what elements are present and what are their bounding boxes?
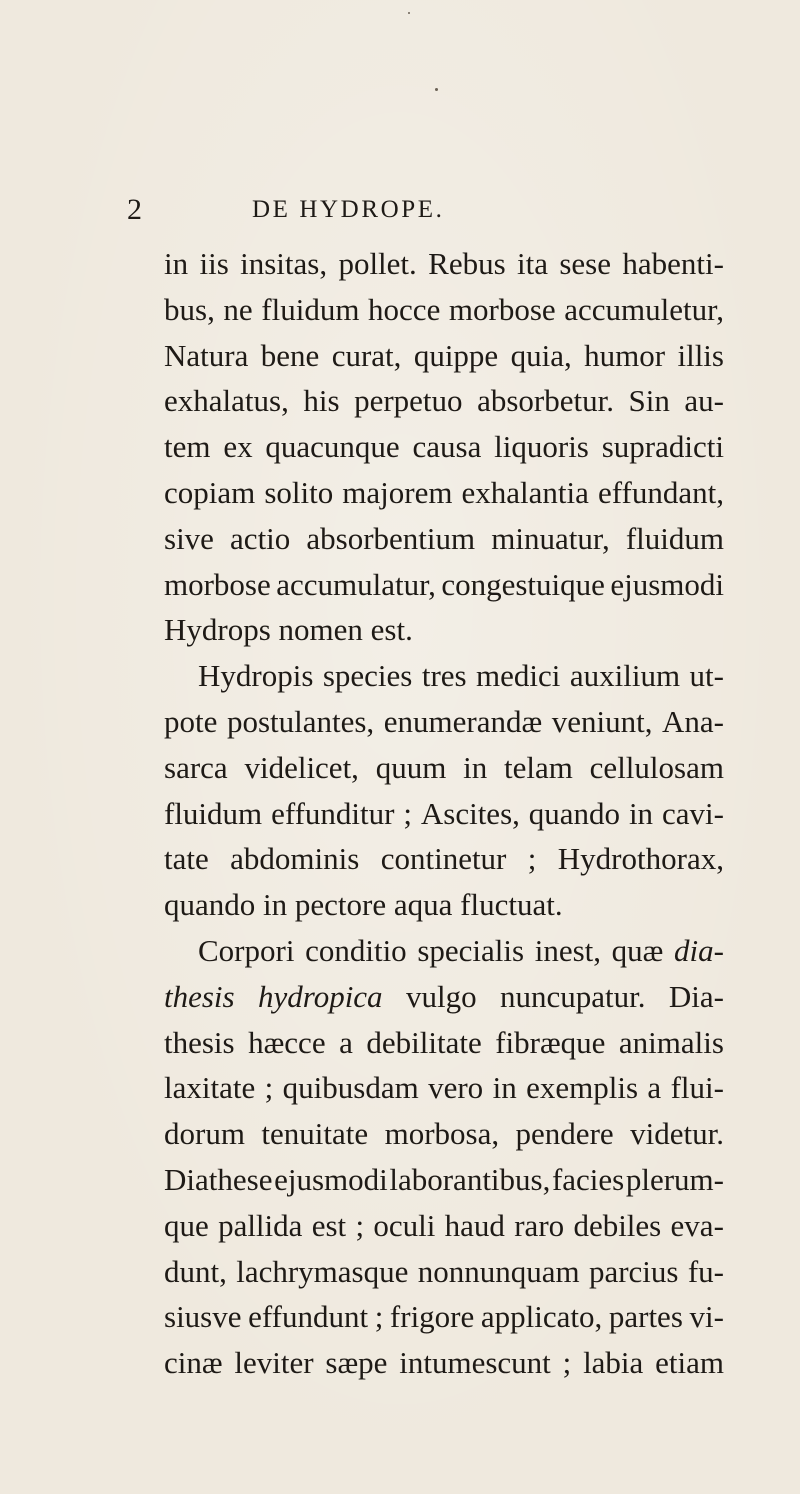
word: laborantibus, bbox=[389, 1161, 551, 1197]
word: inest, bbox=[534, 932, 602, 968]
word: effundant, bbox=[597, 474, 724, 510]
word: laxitate bbox=[164, 1070, 256, 1106]
word: species bbox=[322, 658, 413, 694]
page-header bbox=[0, 190, 800, 230]
text-line bbox=[164, 974, 724, 1020]
word: nuncupatur. bbox=[499, 978, 646, 1014]
word: causa bbox=[412, 429, 482, 465]
word: quum bbox=[375, 749, 447, 785]
word: quando bbox=[528, 795, 621, 831]
word: absorbetur. bbox=[477, 383, 614, 419]
word: bus, bbox=[164, 291, 215, 327]
word: fluidum bbox=[164, 795, 263, 831]
text-line bbox=[164, 699, 724, 745]
word: frigore bbox=[389, 1299, 475, 1335]
word: debiles bbox=[573, 1207, 662, 1243]
word: perpetuo bbox=[354, 383, 463, 419]
text-line bbox=[164, 836, 724, 882]
word: actio bbox=[230, 520, 291, 556]
word: pendere bbox=[515, 1116, 614, 1152]
word: ; bbox=[562, 1345, 572, 1381]
word: his bbox=[303, 383, 340, 419]
word: hæcce bbox=[248, 1024, 326, 1060]
word: in bbox=[492, 1070, 517, 1106]
word: ; bbox=[374, 1299, 384, 1335]
word: conditio bbox=[305, 932, 407, 968]
word: bene bbox=[260, 337, 320, 373]
word: tem bbox=[164, 429, 211, 465]
word: fluidum bbox=[261, 291, 360, 327]
word: tenuitate bbox=[261, 1116, 369, 1152]
text-line bbox=[164, 1065, 724, 1111]
text-line bbox=[164, 1340, 724, 1386]
word: quacunque bbox=[265, 429, 400, 465]
word: ita bbox=[516, 246, 548, 281]
text-line bbox=[164, 745, 724, 791]
text-line bbox=[164, 378, 724, 424]
word: ejusmodi bbox=[274, 1161, 388, 1197]
word: tres bbox=[421, 658, 467, 694]
text-line bbox=[164, 607, 724, 653]
word: supradicti bbox=[601, 429, 724, 465]
word: ; bbox=[355, 1207, 365, 1243]
word: est bbox=[311, 1207, 347, 1243]
text-line bbox=[164, 653, 724, 699]
word: est. bbox=[370, 612, 413, 648]
word: ejusmodi bbox=[610, 566, 724, 602]
word: abdominis bbox=[230, 841, 360, 877]
word: vulgo bbox=[405, 978, 477, 1014]
word: pectore bbox=[294, 887, 394, 923]
text-line bbox=[164, 928, 724, 974]
word: nomen bbox=[278, 612, 371, 648]
word: tate bbox=[164, 841, 209, 877]
word: partes bbox=[608, 1299, 683, 1335]
word: sæpe bbox=[325, 1345, 388, 1381]
word: effundunt bbox=[248, 1299, 369, 1335]
running-head: DE HYDROPE. bbox=[252, 196, 445, 223]
word: debilitate bbox=[366, 1024, 482, 1060]
word: in bbox=[628, 795, 654, 831]
word: minuatur, bbox=[491, 520, 610, 556]
word: Hydrothorax, bbox=[557, 841, 724, 877]
text-line bbox=[164, 1157, 724, 1203]
word: habenti- bbox=[622, 246, 724, 281]
word: absorbentium bbox=[306, 520, 476, 556]
word: quando bbox=[164, 887, 264, 923]
word: copiam bbox=[164, 474, 256, 510]
word: facies bbox=[551, 1161, 625, 1197]
text-line bbox=[164, 241, 724, 287]
word: ; bbox=[527, 841, 537, 877]
word: vi- bbox=[689, 1299, 724, 1335]
word: in bbox=[164, 246, 189, 281]
word: ex bbox=[223, 429, 253, 465]
word: effunditur bbox=[271, 795, 395, 831]
word: parcius bbox=[588, 1253, 679, 1289]
word: medici bbox=[476, 658, 561, 694]
word: siusve bbox=[164, 1299, 242, 1335]
word: fluidum bbox=[625, 520, 724, 556]
word: pollet. bbox=[338, 246, 417, 281]
word: eva- bbox=[670, 1207, 724, 1243]
word: lachrymasque bbox=[236, 1253, 409, 1289]
word: vero bbox=[428, 1070, 484, 1106]
word: morbose bbox=[448, 291, 556, 327]
word: pallida bbox=[218, 1207, 303, 1243]
word: plerum- bbox=[625, 1161, 724, 1197]
text-line bbox=[164, 791, 724, 837]
word: fu- bbox=[687, 1253, 724, 1289]
word: fibræque bbox=[495, 1024, 606, 1060]
word: accumulatur, bbox=[276, 566, 436, 602]
word: liquoris bbox=[494, 429, 589, 465]
word: Rebus bbox=[428, 246, 506, 281]
word: leviter bbox=[234, 1345, 314, 1381]
word: postulantes, bbox=[226, 703, 375, 739]
word: cellulosam bbox=[589, 749, 724, 785]
word: Sin bbox=[628, 383, 670, 419]
word: applicato, bbox=[480, 1299, 603, 1335]
word: animalis bbox=[618, 1024, 724, 1060]
word: videlicet, bbox=[244, 749, 359, 785]
word: majorem bbox=[342, 474, 453, 510]
word: ; bbox=[264, 1070, 274, 1106]
word: flui- bbox=[670, 1070, 724, 1106]
word: iis bbox=[199, 246, 229, 281]
word: continetur bbox=[380, 841, 507, 877]
word: in bbox=[263, 887, 295, 923]
text-line bbox=[164, 424, 724, 470]
word: specialis bbox=[417, 932, 525, 968]
text-line bbox=[164, 287, 724, 333]
word: solito bbox=[264, 474, 334, 510]
word: exemplis bbox=[526, 1070, 639, 1106]
word: dunt, bbox=[164, 1253, 227, 1289]
word: sive bbox=[164, 520, 214, 556]
word: hydropica bbox=[258, 978, 383, 1014]
word: quia, bbox=[510, 337, 572, 373]
word: etiam bbox=[655, 1345, 724, 1381]
word: Corpori bbox=[198, 932, 295, 968]
word: sese bbox=[559, 246, 611, 281]
text-line bbox=[164, 516, 724, 562]
word: quibusdam bbox=[282, 1070, 419, 1106]
word: morbose bbox=[164, 566, 271, 602]
word: cavi- bbox=[661, 795, 724, 831]
word: accumuletur, bbox=[564, 291, 724, 327]
text-line bbox=[164, 470, 724, 516]
word: Natura bbox=[164, 337, 249, 373]
text-line bbox=[164, 562, 724, 608]
word: Ascites, bbox=[420, 795, 520, 831]
text-line bbox=[164, 1020, 724, 1066]
word: exhalatus, bbox=[164, 383, 289, 419]
word: curat, bbox=[331, 337, 402, 373]
word: ne bbox=[223, 291, 253, 327]
word: fluctuat. bbox=[460, 887, 563, 923]
word: quippe bbox=[413, 337, 499, 373]
text-line bbox=[164, 1249, 724, 1295]
text-line bbox=[164, 333, 724, 379]
word: nonnunquam bbox=[417, 1253, 580, 1289]
text-line bbox=[164, 882, 724, 928]
word: sarca bbox=[164, 749, 228, 785]
word: que bbox=[164, 1207, 209, 1243]
word: aqua bbox=[393, 887, 461, 923]
word: pote bbox=[164, 703, 218, 739]
word: enumerandæ bbox=[383, 703, 543, 739]
word: ; bbox=[403, 795, 412, 831]
word: dorum bbox=[164, 1116, 245, 1152]
word: in bbox=[463, 749, 488, 785]
word: videtur. bbox=[630, 1116, 724, 1152]
word: ut- bbox=[689, 658, 724, 694]
word: Diathese bbox=[164, 1161, 273, 1197]
body-text bbox=[164, 241, 724, 1386]
word: dia- bbox=[674, 932, 724, 968]
word: morbosa, bbox=[384, 1116, 500, 1152]
word: quæ bbox=[611, 932, 664, 968]
paper-speck bbox=[435, 88, 438, 91]
word: a bbox=[339, 1024, 353, 1060]
word: Ana- bbox=[662, 703, 724, 739]
word: illis bbox=[677, 337, 724, 373]
word: veniunt, bbox=[551, 703, 653, 739]
word: a bbox=[647, 1070, 662, 1106]
page-number: 2 bbox=[127, 193, 142, 226]
text-line bbox=[164, 1294, 724, 1340]
word: insitas, bbox=[240, 246, 328, 281]
word: au- bbox=[684, 383, 724, 419]
word: intumescunt bbox=[399, 1345, 551, 1381]
word: thesis bbox=[164, 1024, 235, 1060]
word: hocce bbox=[368, 291, 441, 327]
word: cinæ bbox=[164, 1345, 223, 1381]
word: humor bbox=[584, 337, 666, 373]
word: auxilium bbox=[569, 658, 681, 694]
word: exhalantia bbox=[461, 474, 589, 510]
word: oculi bbox=[373, 1207, 436, 1243]
word: Hydropis bbox=[198, 658, 314, 694]
text-line bbox=[164, 1203, 724, 1249]
word: thesis bbox=[164, 978, 235, 1014]
word: haud bbox=[444, 1207, 505, 1243]
paper-speck bbox=[408, 12, 410, 14]
word: telam bbox=[504, 749, 573, 785]
text-line bbox=[164, 1111, 724, 1157]
word: congestuique bbox=[441, 566, 605, 602]
word: raro bbox=[514, 1207, 565, 1243]
word: Dia- bbox=[668, 978, 724, 1014]
word: labia bbox=[583, 1345, 644, 1381]
word: Hydrops bbox=[164, 612, 279, 648]
